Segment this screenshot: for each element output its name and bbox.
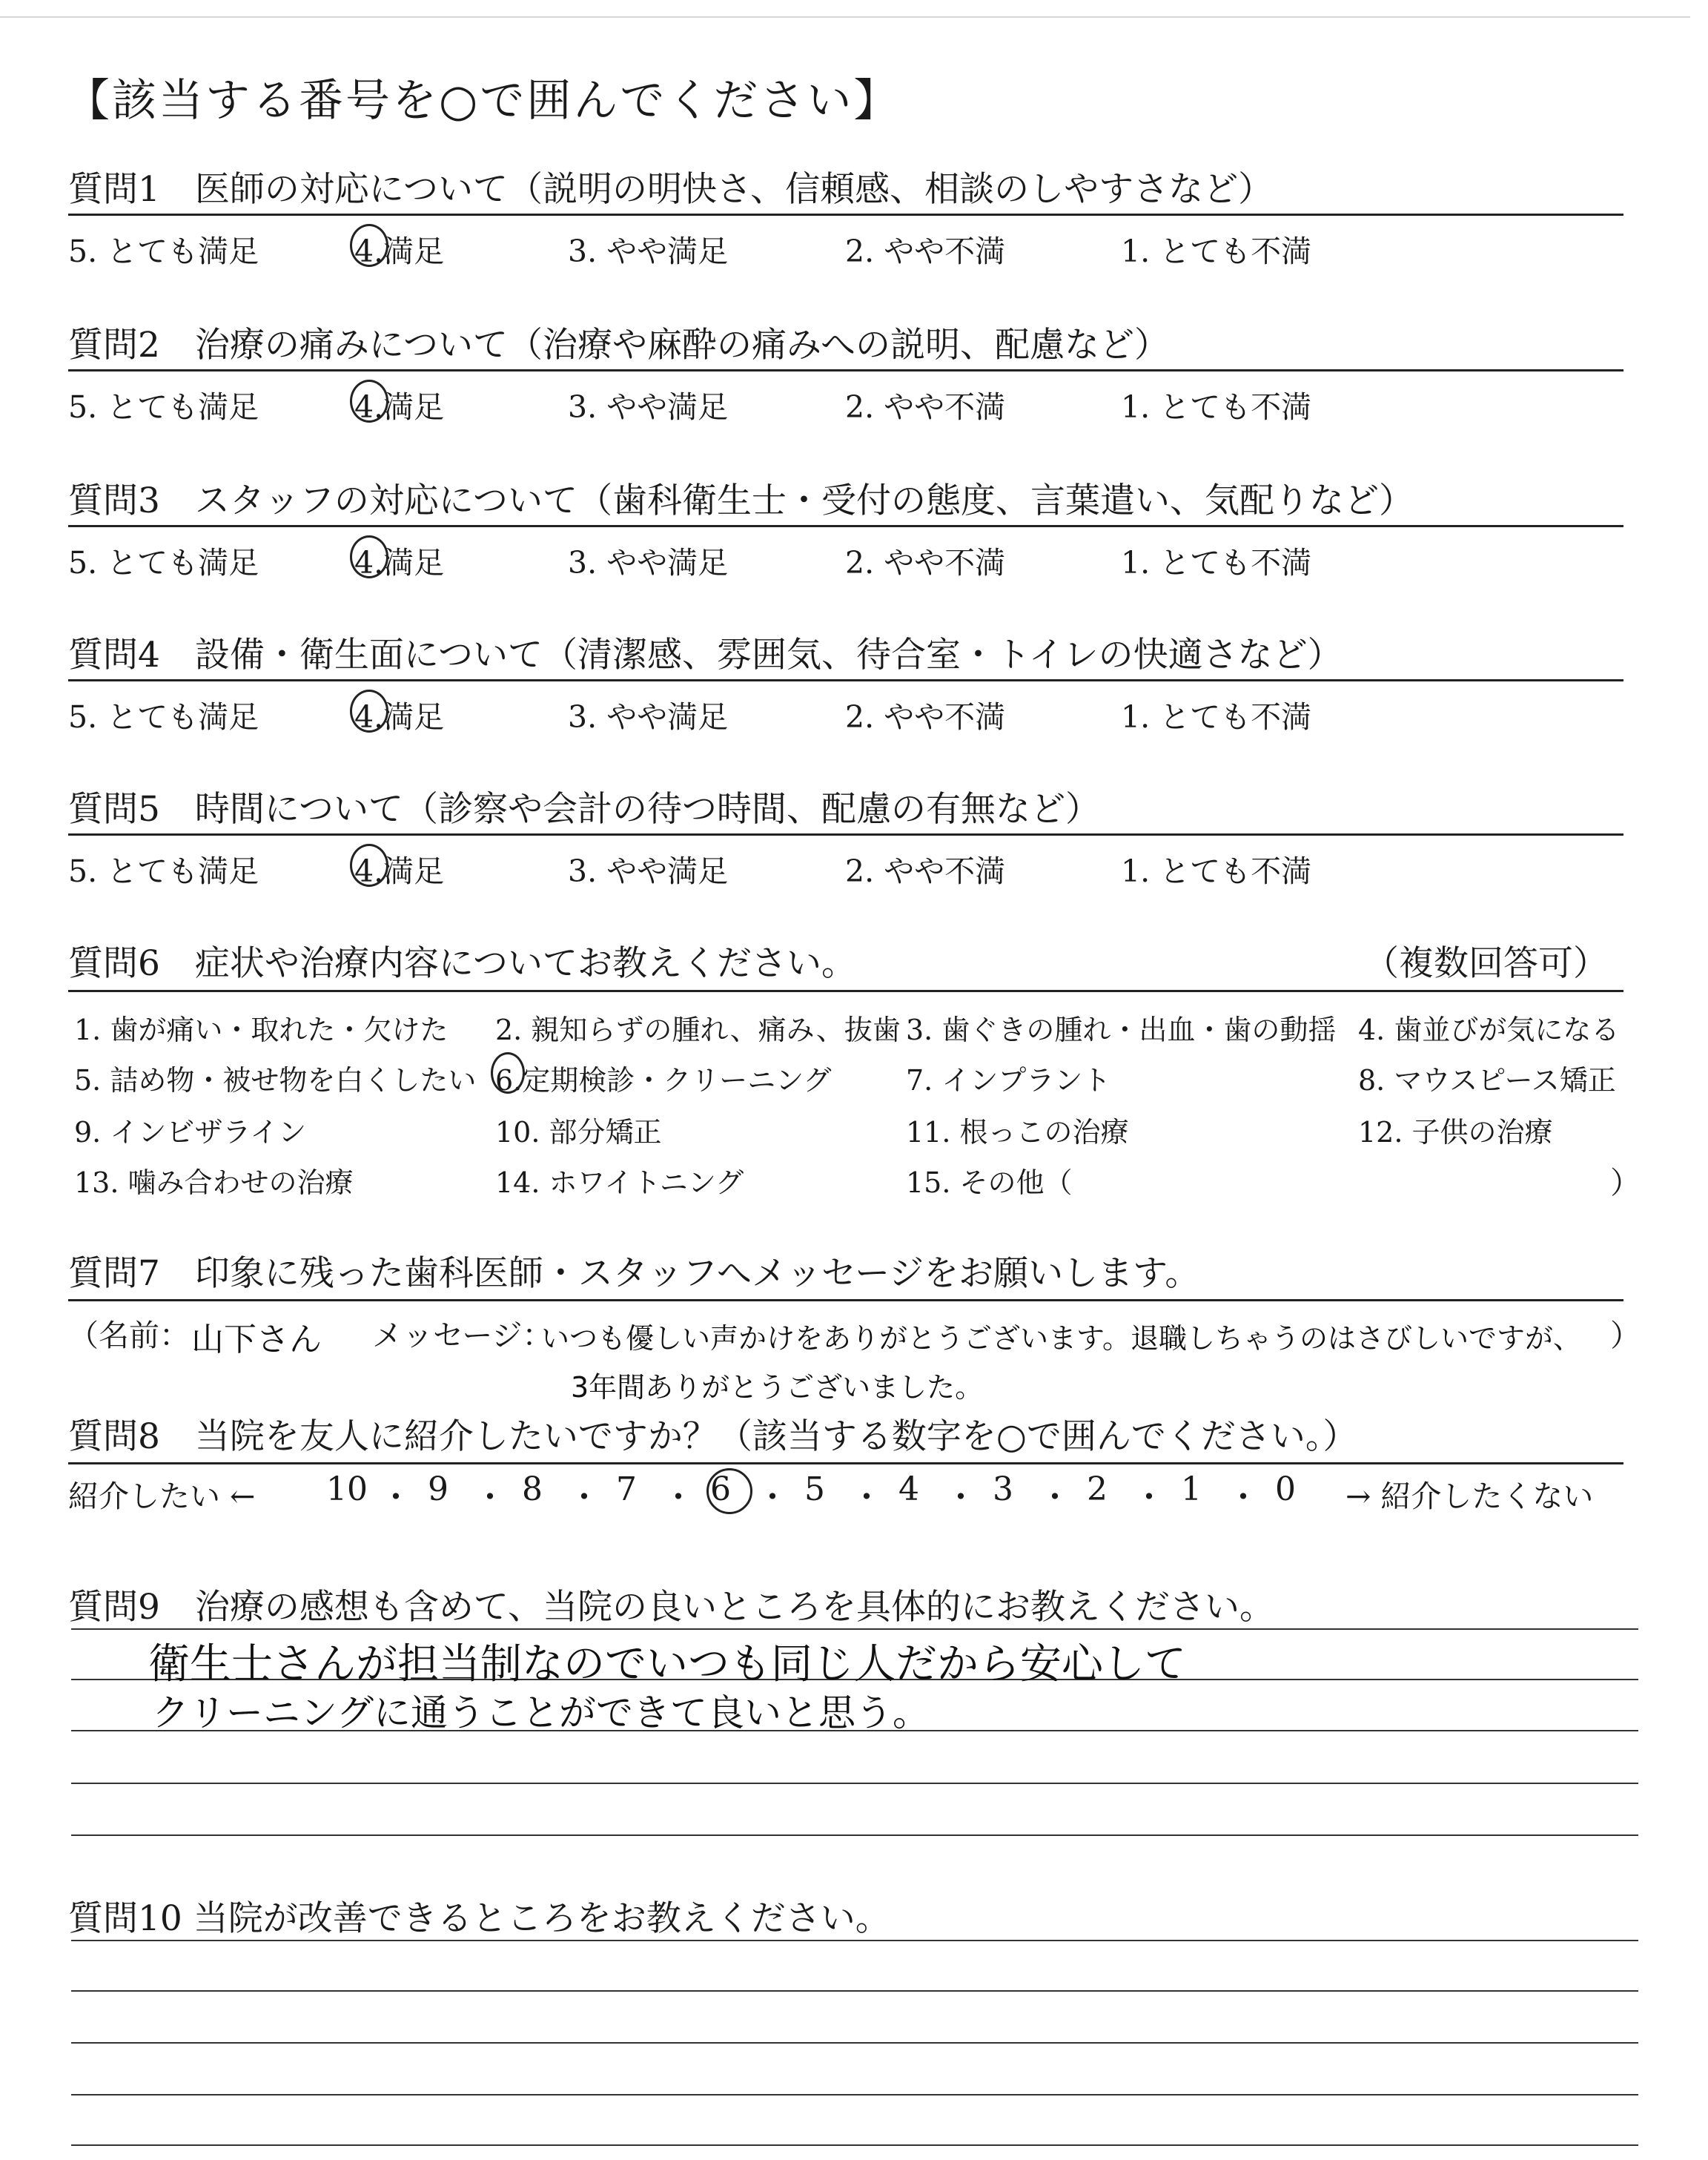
q10-line-1 — [71, 1940, 1638, 1941]
q4-rule — [68, 679, 1623, 681]
q10-line-4 — [71, 2094, 1638, 2095]
q2-option-1[interactable]: 1. とても不満 — [1121, 389, 1312, 425]
q7-close-paren: ） — [1610, 1318, 1641, 1353]
q2-option-5[interactable]: 5. とても満足 — [68, 389, 259, 425]
q4-option-5[interactable]: 5. とても満足 — [68, 699, 259, 735]
q6-note: （複数回答可） — [1364, 943, 1608, 984]
q6-option-3[interactable]: 3. 歯ぐきの腫れ・出血・歯の動揺 — [906, 1014, 1337, 1046]
q4-title: 質問4 設備・衛生面について（清潔感、雰囲気、待合室・トイレの快適さなど） — [68, 635, 1343, 676]
q1-rule — [68, 214, 1623, 216]
q9-answer-line1: 衛生士さんが担当制なのでいつも同じ人だから安心して — [148, 1640, 1186, 1688]
q5-option-4[interactable]: 4.満足 — [354, 853, 445, 889]
q9-answer-line2: クリーニングに通うことができて良いと思う。 — [152, 1691, 930, 1734]
q6-option-14[interactable]: 14. ホワイトニング — [495, 1166, 744, 1199]
q6-option-11[interactable]: 11. 根っこの治療 — [906, 1116, 1129, 1149]
q6-title: 質問6 症状や治療内容についてお教えください。 — [68, 943, 856, 984]
q8-scale-separator: ・ — [474, 1479, 506, 1516]
q8-scale-separator: ・ — [1227, 1479, 1260, 1516]
q6-option-4[interactable]: 4. 歯並びが気になる — [1358, 1014, 1620, 1046]
q2-option-3[interactable]: 3. やや満足 — [568, 389, 729, 425]
q7-name-value: 山下さん — [191, 1321, 322, 1358]
q2-title: 質問2 治療の痛みについて（治療や麻酔の痛みへの説明、配慮など） — [68, 325, 1170, 366]
q10-title: 質問10 当院が改善できるところをお教えください。 — [68, 1898, 890, 1939]
q8-scale-9[interactable]: 9 — [428, 1470, 448, 1508]
q10-line-5 — [71, 2144, 1638, 2146]
q6-option-15[interactable]: 15. その他（ — [906, 1166, 1073, 1199]
q7-rule — [68, 1299, 1623, 1301]
q6-option-7[interactable]: 7. インプラント — [906, 1064, 1111, 1097]
q9-line-4 — [71, 1783, 1638, 1784]
q2-option-4[interactable]: 4.満足 — [354, 389, 445, 425]
q2-rule — [68, 369, 1623, 371]
q9-line-5 — [71, 1834, 1638, 1836]
top-edge-line — [0, 16, 1690, 18]
q3-option-3[interactable]: 3. やや満足 — [568, 545, 729, 581]
q8-scale-separator: ・ — [568, 1479, 600, 1516]
q6-option-10[interactable]: 10. 部分矯正 — [495, 1116, 662, 1149]
q9-line-1 — [71, 1628, 1638, 1630]
q7-message-line1: いつも優しい声かけをありがとうございます。退職しちゃうのはさびしいですが、 — [541, 1322, 1581, 1355]
q4-option-1[interactable]: 1. とても不満 — [1121, 699, 1312, 735]
q8-scale-separator: ・ — [944, 1479, 977, 1516]
q6-other-close: ） — [1610, 1165, 1641, 1200]
q8-scale-2[interactable]: 2 — [1087, 1470, 1108, 1508]
q3-title: 質問3 スタッフの対応について（歯科衛生士・受付の態度、言葉遣い、気配りなど） — [68, 480, 1414, 521]
q8-scale-separator: ・ — [850, 1479, 883, 1516]
q8-scale-4[interactable]: 4 — [898, 1470, 919, 1508]
q8-scale-separator: ・ — [662, 1479, 695, 1516]
q9-title: 質問9 治療の感想も含めて、当院の良いところを具体的にお教えください。 — [68, 1587, 1274, 1628]
page-title: 【該当する番号を○で囲んでください】 — [65, 75, 901, 127]
q8-scale-5[interactable]: 5 — [804, 1470, 825, 1508]
q4-option-2[interactable]: 2. やや不満 — [845, 699, 1006, 735]
q6-rule — [68, 990, 1623, 992]
q5-rule — [68, 833, 1623, 836]
q5-title: 質問5 時間について（診察や会計の待つ時間、配慮の有無など） — [68, 789, 1100, 830]
q3-option-1[interactable]: 1. とても不満 — [1121, 545, 1312, 581]
q7-message-line2: 3年間ありがとうございました。 — [571, 1371, 984, 1404]
q6-option-6[interactable]: 6.定期検診・クリーニング — [495, 1064, 832, 1097]
q8-scale-separator: ・ — [1039, 1479, 1071, 1516]
q8-scale-10[interactable]: 10 — [326, 1470, 368, 1508]
q1-option-2[interactable]: 2. やや不満 — [845, 234, 1006, 269]
q4-option-4[interactable]: 4.満足 — [354, 699, 445, 735]
q1-option-3[interactable]: 3. やや満足 — [568, 234, 729, 269]
q8-title: 質問8 当院を友人に紹介したいですか？（該当する数字を○で囲んでください。） — [68, 1416, 1358, 1457]
q6-option-8[interactable]: 8. マウスピース矯正 — [1358, 1064, 1616, 1097]
q8-scale-8[interactable]: 8 — [522, 1470, 543, 1508]
q5-option-3[interactable]: 3. やや満足 — [568, 853, 729, 889]
q10-line-3 — [71, 2042, 1638, 2044]
q3-option-5[interactable]: 5. とても満足 — [68, 545, 259, 581]
q5-option-5[interactable]: 5. とても満足 — [68, 853, 259, 889]
q2-option-2[interactable]: 2. やや不満 — [845, 389, 1006, 425]
q3-rule — [68, 525, 1623, 527]
q8-scale-3[interactable]: 3 — [993, 1470, 1013, 1508]
q4-option-3[interactable]: 3. やや満足 — [568, 699, 729, 735]
q8-scale-separator: ・ — [756, 1479, 789, 1516]
q8-scale-0[interactable]: 0 — [1275, 1470, 1296, 1508]
q6-option-13[interactable]: 13. 噛み合わせの治療 — [74, 1166, 354, 1199]
q1-option-4[interactable]: 4.満足 — [354, 234, 445, 269]
q10-line-2 — [71, 1990, 1638, 1992]
q6-option-2[interactable]: 2. 親知らずの腫れ、痛み、抜歯 — [495, 1014, 901, 1046]
q8-scale-6[interactable]: 6 — [710, 1470, 731, 1508]
q8-scale-1[interactable]: 1 — [1181, 1470, 1202, 1508]
q3-option-4[interactable]: 4.満足 — [354, 545, 445, 581]
q8-scale-separator: ・ — [1133, 1479, 1165, 1516]
q8-left-label: 紹介したい ← — [68, 1479, 256, 1514]
q7-title: 質問7 印象に残った歯科医師・スタッフへメッセージをお願いします。 — [68, 1253, 1200, 1294]
q8-scale-7[interactable]: 7 — [616, 1470, 637, 1508]
q6-option-5[interactable]: 5. 詰め物・被せ物を白くしたい — [74, 1064, 477, 1097]
q1-option-5[interactable]: 5. とても満足 — [68, 234, 259, 269]
q6-option-12[interactable]: 12. 子供の治療 — [1358, 1116, 1553, 1149]
q8-rule — [68, 1462, 1623, 1464]
q7-name-label: （名前： — [68, 1318, 190, 1353]
q8-scale-separator: ・ — [380, 1479, 412, 1516]
q5-option-1[interactable]: 1. とても不満 — [1121, 853, 1312, 889]
q1-title: 質問1 医師の対応について（説明の明快さ、信頼感、相談のしやすさなど） — [68, 169, 1274, 210]
q3-option-2[interactable]: 2. やや不満 — [845, 545, 1006, 581]
q6-option-9[interactable]: 9. インビザライン — [74, 1116, 307, 1149]
q5-option-2[interactable]: 2. やや不満 — [845, 853, 1006, 889]
q1-option-1[interactable]: 1. とても不満 — [1121, 234, 1312, 269]
q7-message-label: メッセージ： — [372, 1318, 553, 1353]
q8-right-label: → 紹介したくない — [1345, 1479, 1594, 1514]
q6-option-1[interactable]: 1. 歯が痛い・取れた・欠けた — [74, 1014, 448, 1046]
